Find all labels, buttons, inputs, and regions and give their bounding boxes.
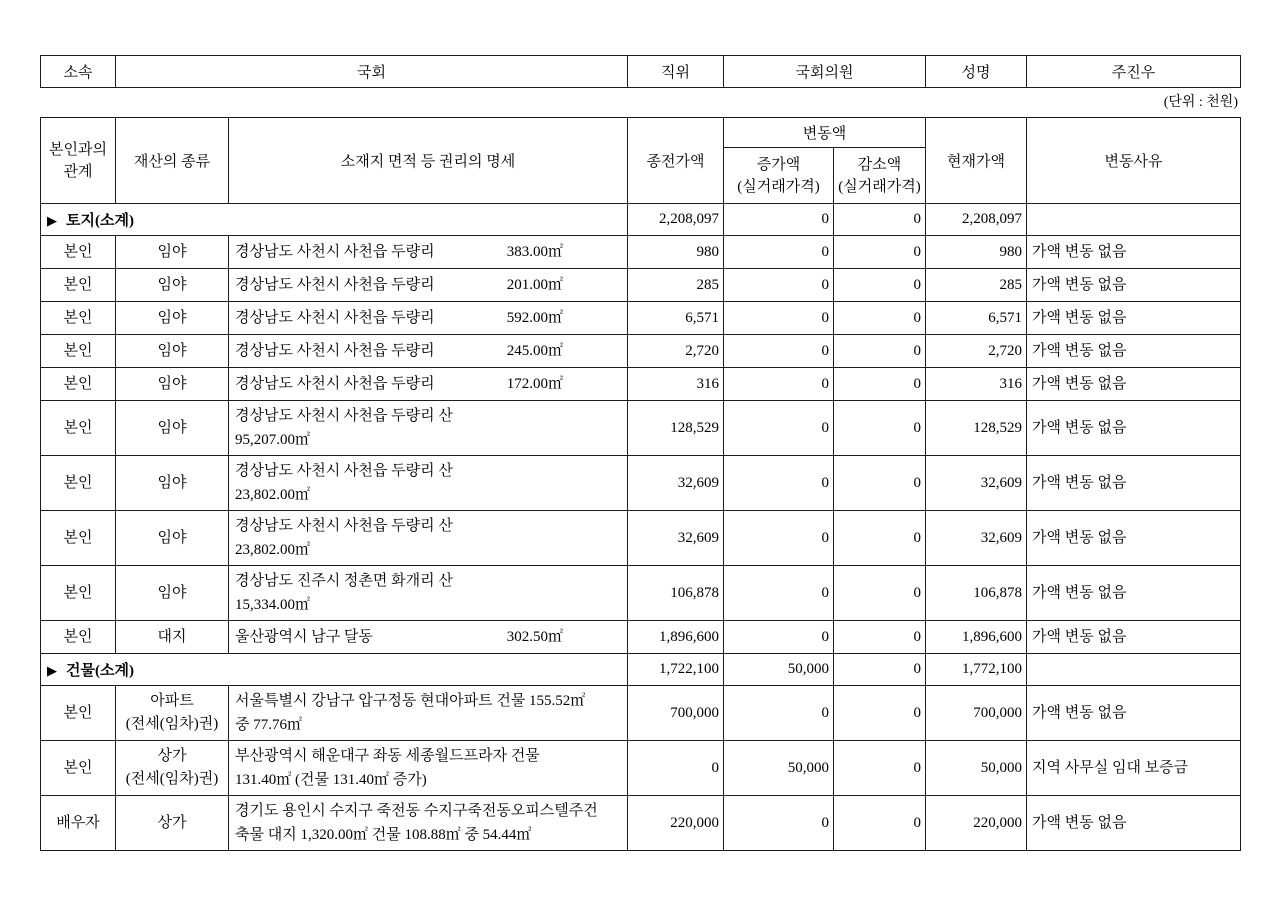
detail-cell [229,621,628,654]
current-value-cell: 32,609 [926,456,1027,511]
relation-cell: 본인 [41,269,116,302]
address-text: 경상남도 사천시 사천읍 두량리 [235,343,435,359]
detail-line: 23,802.00㎡ [235,487,311,503]
asset-row [41,269,1241,302]
reason-cell: 가액 변동 없음 [1027,511,1241,566]
relation-cell: 본인 [41,566,116,621]
detail-cell [229,368,628,401]
info-header-row [41,56,1241,88]
area-value: 245.00㎡ [506,343,563,359]
asset-type-line: 임야 [157,309,187,326]
asset-row [41,566,1241,621]
increase-cell: 0 [724,368,834,401]
current-value-cell: 700,000 [926,686,1027,741]
asset-type-line: 임야 [157,243,187,260]
detail-line: 경상남도 사천시 사천읍 두량리 산 [235,463,453,479]
detail-address-area [235,306,623,330]
asset-type-cell [116,566,229,621]
asset-type-cell [116,796,229,851]
relation-cell: 본인 [41,368,116,401]
decrease-cell: 0 [834,368,926,401]
name-value: 주진우 [1027,56,1241,88]
detail-address-area [235,273,623,297]
reason-cell: 가액 변동 없음 [1027,368,1241,401]
name-label: 성명 [926,56,1027,88]
increase-cell: 0 [724,511,834,566]
previous-value-cell: 980 [628,236,724,269]
current-value-cell: 106,878 [926,566,1027,621]
current-value-cell: 2,208,097 [926,204,1027,236]
decrease-cell: 0 [834,456,926,511]
asset-type-line: (전세(임차)권) [125,771,219,787]
previous-value-cell: 700,000 [628,686,724,741]
detail-line: 95,207.00㎡ [235,432,311,448]
asset-type-line: 임야 [157,584,187,601]
asset-row [41,456,1241,511]
asset-type-cell [116,269,229,302]
detail-cell [229,566,628,621]
detail-cell [229,401,628,456]
current-value-cell: 6,571 [926,302,1027,335]
col-header-current-value: 현재가액 [926,118,1027,204]
increase-cell: 0 [724,621,834,654]
current-value-cell: 2,720 [926,335,1027,368]
section-title: 토지(소계) [66,213,134,229]
area-value: 302.50㎡ [506,629,563,645]
detail-address-area [235,372,623,396]
address-text: 경상남도 사천시 사천읍 두량리 [235,277,435,293]
area-value: 172.00㎡ [506,376,563,392]
increase-cell: 0 [724,401,834,456]
detail-line: 경상남도 진주시 정촌면 화개리 산 [235,573,453,589]
detail-line: 131.40㎡ (건물 131.40㎡ 증가) [235,772,427,788]
previous-value-cell: 1,896,600 [628,621,724,654]
relation-cell: 본인 [41,335,116,368]
decrease-cell: 0 [834,236,926,269]
asset-type-cell [116,511,229,566]
section-title-cell [41,654,628,686]
decrease-cell: 0 [834,335,926,368]
relation-cell: 본인 [41,621,116,654]
previous-value-cell: 0 [628,741,724,796]
decrease-cell: 0 [834,741,926,796]
reason-cell: 가액 변동 없음 [1027,269,1241,302]
detail-cell [229,269,628,302]
unit-note: (단위 : 천원) [1163,95,1238,110]
address-text: 경상남도 사천시 사천읍 두량리 [235,376,435,392]
subtotal-row [41,654,1241,686]
current-value-cell: 220,000 [926,796,1027,851]
previous-value-cell: 106,878 [628,566,724,621]
position-label: 직위 [628,56,724,88]
asset-row [41,741,1241,796]
previous-value-cell: 220,000 [628,796,724,851]
section-title-cell [41,204,628,236]
detail-address-area [235,240,623,264]
current-value-cell: 32,609 [926,511,1027,566]
decrease-cell: 0 [834,401,926,456]
increase-cell: 0 [724,686,834,741]
previous-value-cell: 2,208,097 [628,204,724,236]
detail-line: 경기도 용인시 수지구 죽전동 수지구죽전동오피스텔주건 [235,803,598,819]
reason-cell: 가액 변동 없음 [1027,401,1241,456]
decrease-cell: 0 [834,686,926,741]
reason-cell: 지역 사무실 임대 보증금 [1027,741,1241,796]
address-text: 울산광역시 남구 달동 [235,629,373,645]
current-value-cell: 128,529 [926,401,1027,456]
col-header-increase-line1: 증가액 [756,156,801,173]
col-header-increase [724,148,834,204]
reason-cell: 가액 변동 없음 [1027,335,1241,368]
reason-cell [1027,204,1241,236]
asset-type-cell [116,368,229,401]
asset-row [41,686,1241,741]
asset-row [41,236,1241,269]
decrease-cell: 0 [834,796,926,851]
detail-line: 부산광역시 해운대구 좌동 세종월드프라자 건물 [235,748,540,764]
area-value: 201.00㎡ [506,277,563,293]
col-header-decrease-line2: (실거래가격) [838,178,921,195]
previous-value-cell: 2,720 [628,335,724,368]
previous-value-cell: 285 [628,269,724,302]
relation-cell: 본인 [41,236,116,269]
col-header-change-reason: 변동사유 [1027,118,1241,204]
increase-cell: 0 [724,335,834,368]
col-header-increase-line2: (실거래가격) [737,178,820,195]
col-header-change: 변동액 [724,118,926,148]
area-value: 592.00㎡ [506,310,563,326]
relation-cell: 본인 [41,511,116,566]
detail-cell [229,335,628,368]
asset-type-line: 임야 [157,419,187,436]
reason-cell: 가액 변동 없음 [1027,456,1241,511]
address-text: 경상남도 사천시 사천읍 두량리 [235,244,435,260]
increase-cell: 0 [724,566,834,621]
asset-row [41,401,1241,456]
previous-value-cell: 32,609 [628,456,724,511]
area-value: 383.00㎡ [506,244,563,260]
col-header-relation-line1: 본인과의 [49,141,107,158]
increase-cell: 0 [724,456,834,511]
subtotal-row [41,204,1241,236]
relation-cell: 본인 [41,302,116,335]
decrease-cell: 0 [834,269,926,302]
section-marker-icon: ▶ [47,213,57,228]
section-title: 건물(소계) [66,663,134,679]
position-value: 국회의원 [724,56,926,88]
reason-cell: 가액 변동 없음 [1027,236,1241,269]
asset-type-line: 임야 [157,342,187,359]
asset-row [41,621,1241,654]
asset-row [41,511,1241,566]
asset-type-cell [116,401,229,456]
asset-type-line: 상가 [157,748,187,764]
detail-cell [229,796,628,851]
asset-type-cell [116,741,229,796]
col-header-relation-line2: 관계 [63,163,93,180]
col-header-decrease [834,148,926,204]
reason-cell: 가액 변동 없음 [1027,796,1241,851]
col-header-asset-type: 재산의 종류 [116,118,229,204]
decrease-cell: 0 [834,566,926,621]
reason-cell: 가액 변동 없음 [1027,686,1241,741]
current-value-cell: 285 [926,269,1027,302]
relation-cell: 본인 [41,686,116,741]
col-header-previous-value: 종전가액 [628,118,724,204]
detail-address-area [235,339,623,363]
decrease-cell: 0 [834,621,926,654]
increase-cell: 0 [724,269,834,302]
asset-type-cell [116,236,229,269]
decrease-cell: 0 [834,511,926,566]
detail-line: 서울특별시 강남구 압구정동 현대아파트 건물 155.52㎡ [235,693,586,709]
asset-type-cell [116,335,229,368]
col-header-relation [41,118,116,204]
detail-cell [229,511,628,566]
asset-type-line: 상가 [157,814,187,831]
current-value-cell: 1,896,600 [926,621,1027,654]
asset-type-line: 대지 [157,628,187,645]
reason-cell [1027,654,1241,686]
asset-type-line: 임야 [157,276,187,293]
previous-value-cell: 1,722,100 [628,654,724,686]
increase-cell: 0 [724,302,834,335]
affiliation-value: 국회 [116,56,628,88]
address-text: 경상남도 사천시 사천읍 두량리 [235,310,435,326]
detail-cell [229,236,628,269]
detail-line: 중 77.76㎡ [235,717,302,733]
affiliation-label: 소속 [41,56,116,88]
asset-type-cell [116,686,229,741]
asset-row [41,302,1241,335]
asset-type-line: 임야 [157,529,187,546]
asset-type-cell [116,302,229,335]
header-row-1 [41,118,1241,148]
decrease-cell: 0 [834,654,926,686]
asset-row [41,335,1241,368]
col-header-decrease-line1: 감소액 [857,156,902,173]
detail-line: 15,334.00㎡ [235,597,311,613]
current-value-cell: 980 [926,236,1027,269]
relation-cell: 본인 [41,741,116,796]
current-value-cell: 50,000 [926,741,1027,796]
reason-cell: 가액 변동 없음 [1027,566,1241,621]
current-value-cell: 1,772,100 [926,654,1027,686]
detail-cell [229,456,628,511]
increase-cell: 50,000 [724,741,834,796]
detail-cell [229,741,628,796]
relation-cell: 배우자 [41,796,116,851]
detail-address-area [235,625,623,649]
current-value-cell: 316 [926,368,1027,401]
asset-type-cell [116,456,229,511]
previous-value-cell: 32,609 [628,511,724,566]
detail-line: 경상남도 사천시 사천읍 두량리 산 [235,408,453,424]
reason-cell: 가액 변동 없음 [1027,302,1241,335]
detail-cell [229,686,628,741]
asset-type-line: 아파트 [150,693,194,709]
relation-cell: 본인 [41,401,116,456]
asset-row [41,368,1241,401]
asset-type-line: 임야 [157,474,187,491]
col-header-detail: 소재지 면적 등 권리의 명세 [229,118,628,204]
asset-table [40,117,1241,851]
increase-cell: 0 [724,796,834,851]
increase-cell: 0 [724,204,834,236]
previous-value-cell: 6,571 [628,302,724,335]
increase-cell: 0 [724,236,834,269]
decrease-cell: 0 [834,302,926,335]
previous-value-cell: 316 [628,368,724,401]
asset-type-line: 임야 [157,375,187,392]
section-marker-icon: ▶ [47,663,57,678]
detail-cell [229,302,628,335]
increase-cell: 50,000 [724,654,834,686]
info-header-table [40,55,1241,88]
asset-row [41,796,1241,851]
previous-value-cell: 128,529 [628,401,724,456]
asset-type-cell [116,621,229,654]
decrease-cell: 0 [834,204,926,236]
reason-cell: 가액 변동 없음 [1027,621,1241,654]
detail-line: 경상남도 사천시 사천읍 두량리 산 [235,518,453,534]
detail-line: 23,802.00㎡ [235,542,311,558]
relation-cell: 본인 [41,456,116,511]
asset-type-line: (전세(임차)권) [125,716,219,732]
detail-line: 축물 대지 1,320.00㎡ 건물 108.88㎡ 중 54.44㎡ [235,827,532,843]
